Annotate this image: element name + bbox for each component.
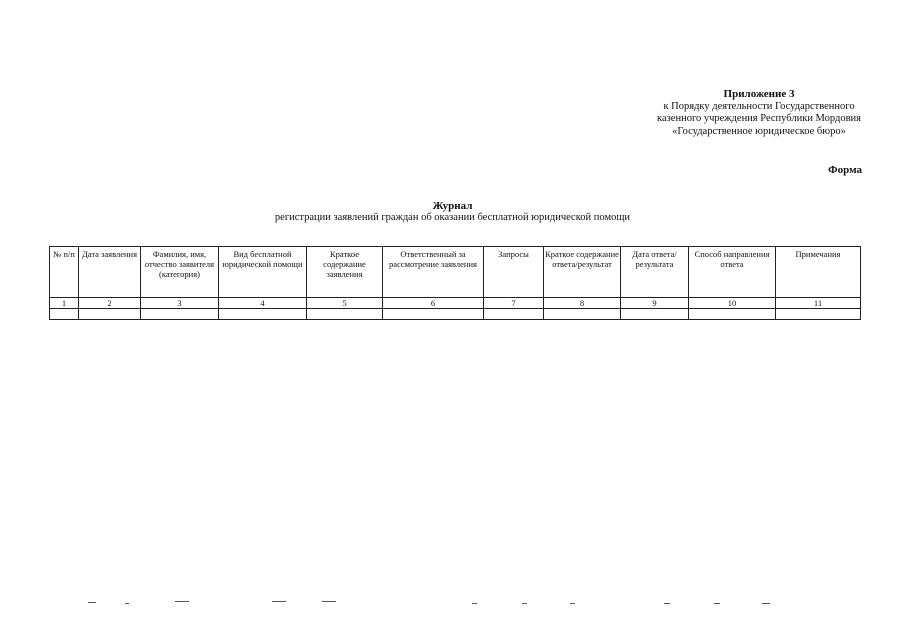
scan-artifacts <box>0 598 905 606</box>
empty-cell <box>484 309 544 320</box>
col-number: 8 <box>544 298 621 309</box>
empty-cell <box>621 309 689 320</box>
col-header-answer-summary: Краткое содержание ответа/результат <box>544 247 621 298</box>
col-header-requests: Запросы <box>484 247 544 298</box>
journal-subtitle: регистрации заявлений граждан об оказании бесплатной юридической помощи <box>274 212 631 223</box>
journal-heading <box>0 200 905 224</box>
col-number: 9 <box>621 298 689 309</box>
annex-line: «Государственное юридическое бюро» <box>672 125 846 137</box>
scan-speck <box>322 601 336 602</box>
col-number: 4 <box>219 298 307 309</box>
scan-speck <box>88 602 96 603</box>
scan-speck <box>522 603 527 604</box>
scan-speck <box>762 603 770 604</box>
empty-cell <box>383 309 484 320</box>
scan-speck <box>664 603 670 604</box>
scan-speck <box>570 603 575 604</box>
col-number: 2 <box>79 298 141 309</box>
col-header-delivery-method: Способ направления ответа <box>689 247 776 298</box>
col-number: 6 <box>383 298 484 309</box>
empty-cell <box>50 309 79 320</box>
col-header-aid-type: Вид бесплатной юридической помощи <box>219 247 307 298</box>
col-header-summary: Краткое содержание заявления <box>307 247 383 298</box>
col-header-date: Дата заявления <box>79 247 141 298</box>
scan-speck <box>472 603 477 604</box>
col-number: 3 <box>141 298 219 309</box>
col-header-notes: Примечания <box>776 247 861 298</box>
annex-line: к Порядку деятельности Государственного <box>663 100 855 112</box>
annex-line: казенного учреждения Республики Мордовия <box>657 113 861 124</box>
form-label: Форма <box>828 164 862 176</box>
col-header-answer-date: Дата ответа/результата <box>621 247 689 298</box>
empty-cell <box>219 309 307 320</box>
col-header-applicant: Фамилия, имя, отчество заявителя (категория) <box>141 247 219 298</box>
col-number: 5 <box>307 298 383 309</box>
empty-row <box>50 309 861 320</box>
column-number-row <box>50 298 861 309</box>
annex-title: Приложение 3 <box>723 88 795 100</box>
scan-speck <box>175 601 189 602</box>
col-header-responsible: Ответственный за рассмотрение заявления <box>383 247 484 298</box>
empty-cell <box>79 309 141 320</box>
empty-cell <box>689 309 776 320</box>
col-number: 10 <box>689 298 776 309</box>
annex-block <box>657 88 861 138</box>
empty-cell <box>141 309 219 320</box>
scan-speck <box>272 601 286 602</box>
journal-title: Журнал <box>432 200 473 212</box>
empty-cell <box>307 309 383 320</box>
empty-cell <box>544 309 621 320</box>
scan-speck <box>125 603 129 604</box>
col-number: 1 <box>50 298 79 309</box>
col-header-number: № п/п <box>50 247 79 298</box>
header-row <box>50 247 861 298</box>
col-number: 11 <box>776 298 861 309</box>
journal-table <box>49 246 861 320</box>
col-number: 7 <box>484 298 544 309</box>
scan-speck <box>714 603 720 604</box>
empty-cell <box>776 309 861 320</box>
